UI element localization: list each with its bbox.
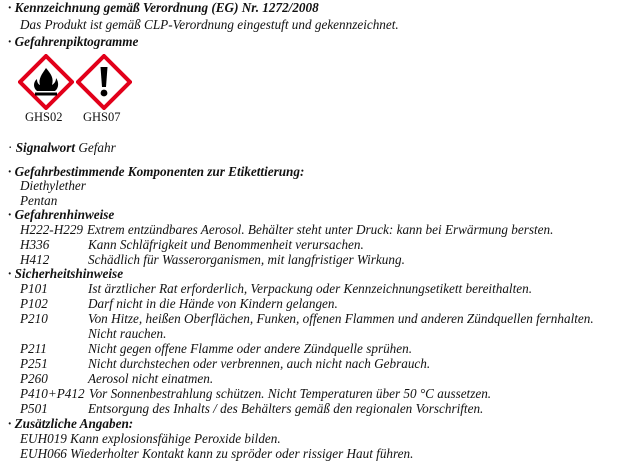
section-title-piktogramme: · Gefahrenpiktogramme [8,34,139,49]
p-code: P210 [20,311,48,326]
h-text: Extrem entzündbares Aerosol. Behälter steht unter Druck: kann bei Erwärmung bersten. [87,222,554,237]
pictogram-label-ghs07: GHS07 [83,110,121,124]
flame-icon [18,54,74,110]
p-code: P501 [20,401,48,416]
p-text: Vor Sonnenbestrahlung schützen. Nicht Temperaturen über 50 °C aussetzen. [89,386,492,401]
p-text: Nicht gegen offene Flamme oder andere Zündquelle sprühen. [88,341,413,356]
section-title-gefahrenhinweise: · Gefahrenhinweise [8,207,115,222]
p-code: P211 [20,341,47,356]
exclamation-icon [76,54,132,110]
h-code: H222-H229 [20,222,84,237]
section-title-sicherheitshinweise: · Sicherheitshinweise [8,266,124,281]
section-title-komponenten: · Gefahrbestimmende Komponenten zur Etikettierung: [8,164,305,179]
komponente-item: Pentan [20,193,58,208]
kennzeichnung-text: Das Produkt ist gemäß CLP-Verordnung eingestuft und gekennzeichnet. [20,17,399,32]
p-code: P101 [20,281,48,296]
h-text: Schädlich für Wasserorganismen, mit langfristiger Wirkung. [88,252,405,267]
section-title-zusaetzlich: · Zusätzliche Angaben: [8,416,134,431]
p-text-continued: Nicht rauchen. [88,326,167,341]
p-text: Darf nicht in die Hände von Kindern gelangen. [88,296,338,311]
p-text: Von Hitze, heißen Oberflächen, Funken, offenen Flammen und anderen Zündquellen fernhalten. [88,311,594,326]
p-code: P410+P412 [20,386,85,401]
p-text: Entsorgung des Inhalts / des Behälters gemäß den regionalen Vorschriften. [88,401,484,416]
p-text: Ist ärztlicher Rat erforderlich, Verpackung oder Kennzeichnungsetikett bereithalten. [88,281,533,296]
section-title-kennzeichnung: · Kennzeichnung gemäß Verordnung (EG) Nr. 1272/2008 [8,0,319,15]
p-text: Nicht durchstechen oder verbrennen, auch nicht nach Gebrauch. [88,356,431,371]
p-text: Aerosol nicht einatmen. [88,371,214,386]
h-text: Kann Schläfrigkeit und Benommenheit verursachen. [88,237,364,252]
p-code: P251 [20,356,48,371]
signalwort-line: · Signalwort Gefahr [8,140,116,155]
euh-item: EUH066 Wiederholter Kontakt kann zu spröder oder rissiger Haut führen. [20,446,414,461]
komponente-item: Diethylether [20,178,86,193]
p-code: P102 [20,296,48,311]
p-code: P260 [20,371,48,386]
h-code: H412 [20,252,50,267]
euh-item: EUH019 Kann explosionsfähige Peroxide bilden. [20,431,281,446]
h-code: H336 [20,237,50,252]
pictogram-label-ghs02: GHS02 [25,110,63,124]
